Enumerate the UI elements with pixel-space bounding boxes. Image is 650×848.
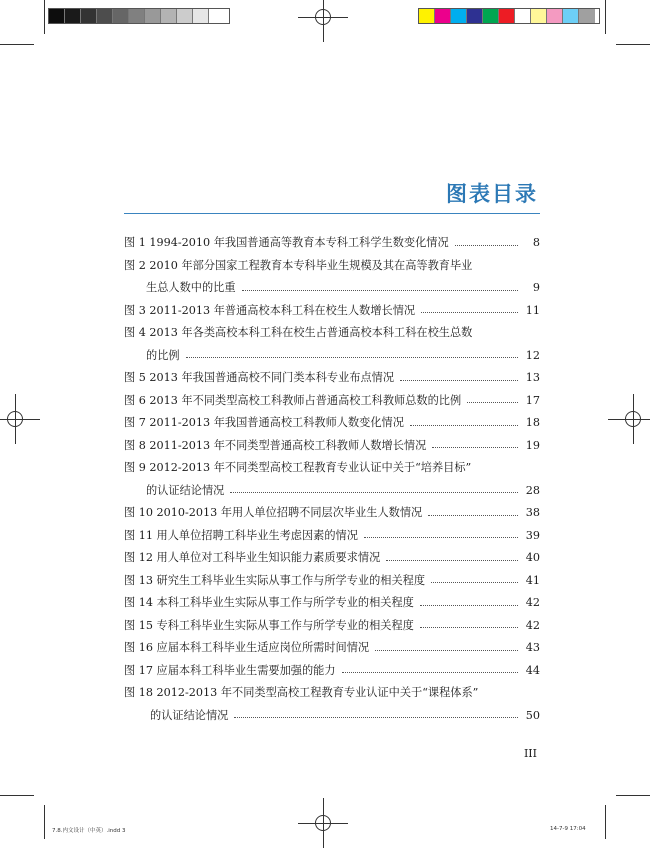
figure-title: 图 13 研究生工科毕业生实际从事工作与所学专业的相关程度 bbox=[124, 573, 426, 587]
figure-title-continuation: 的认证结论情况 bbox=[150, 708, 229, 722]
figure-entry[interactable] bbox=[124, 682, 540, 727]
grayscale-swatch bbox=[129, 9, 145, 23]
color-swatch bbox=[499, 9, 515, 23]
crop-mark bbox=[44, 0, 45, 34]
crop-mark bbox=[0, 795, 34, 796]
dot-leader bbox=[242, 290, 518, 291]
grayscale-swatch bbox=[193, 9, 209, 23]
figure-entry[interactable] bbox=[124, 255, 540, 300]
figure-entry[interactable] bbox=[124, 300, 540, 323]
color-swatch bbox=[483, 9, 499, 23]
figure-title: 图 9 2012-2013 年不同类型高校工程教育专业认证中关于“培养目标” bbox=[124, 461, 472, 474]
dot-leader bbox=[420, 605, 518, 606]
dot-leader bbox=[364, 537, 518, 538]
dot-leader bbox=[375, 650, 518, 651]
color-swatch bbox=[419, 9, 435, 23]
color-swatch bbox=[515, 9, 531, 23]
figure-title: 图 1 1994-2010 年我国普通高等教育本专科工科学生数变化情况 bbox=[124, 236, 449, 249]
figure-title: 图 18 2012-2013 年不同类型高校工程教育专业认证中关于“课程体系” bbox=[124, 686, 479, 699]
dot-leader bbox=[186, 357, 518, 358]
figure-title: 图 12 用人单位对工科毕业生知识能力素质要求情况 bbox=[124, 551, 381, 564]
color-swatch bbox=[451, 9, 467, 23]
title-rule bbox=[124, 213, 540, 214]
figure-entry[interactable] bbox=[124, 367, 540, 390]
crop-mark bbox=[605, 0, 606, 34]
dot-leader bbox=[432, 447, 518, 448]
figure-entry[interactable] bbox=[124, 232, 540, 255]
page-ref: 11 bbox=[525, 303, 540, 317]
page-ref: 39 bbox=[525, 528, 540, 542]
figure-entry[interactable] bbox=[124, 592, 540, 615]
figure-entry[interactable] bbox=[124, 322, 540, 367]
slug-left: 7.8.内文设计（中英）.indd 3 bbox=[52, 828, 126, 834]
dot-leader bbox=[420, 627, 518, 628]
page-ref: 40 bbox=[525, 551, 540, 564]
figure-title-continuation: 的比例 bbox=[146, 348, 180, 362]
dot-leader bbox=[230, 492, 518, 493]
page-ref: 41 bbox=[525, 573, 540, 587]
figure-entry[interactable] bbox=[124, 547, 540, 570]
grayscale-bar bbox=[48, 8, 230, 24]
figure-entry[interactable] bbox=[124, 502, 540, 525]
page-ref: 50 bbox=[525, 708, 540, 722]
registration-mark-top bbox=[312, 6, 334, 28]
page-ref: 17 bbox=[525, 393, 540, 407]
crop-mark bbox=[605, 805, 606, 839]
grayscale-swatch bbox=[145, 9, 161, 23]
figure-title: 图 4 2013 年各类高校本科工科在校生占普通高校本科工科在校生总数 bbox=[124, 326, 473, 339]
figure-list bbox=[124, 232, 540, 727]
color-swatch bbox=[563, 9, 579, 23]
figure-title: 图 2 2010 年部分国家工程教育本专科毕业生规模及其在高等教育毕业 bbox=[124, 258, 473, 272]
grayscale-swatch bbox=[209, 9, 225, 23]
grayscale-swatch bbox=[161, 9, 177, 23]
page-ref: 44 bbox=[525, 663, 540, 677]
dot-leader bbox=[428, 515, 518, 516]
figure-title: 图 10 2010-2013 年用人单位招聘不同层次毕业生人数情况 bbox=[124, 506, 423, 519]
page-ref: 43 bbox=[525, 641, 540, 654]
figure-title: 图 3 2011-2013 年普通高校本科工科在校生人数增长情况 bbox=[124, 303, 416, 317]
registration-mark-left bbox=[4, 408, 26, 430]
figure-entry[interactable] bbox=[124, 660, 540, 683]
page-ref: 19 bbox=[525, 438, 540, 452]
figure-title: 图 14 本科工科毕业生实际从事工作与所学专业的相关程度 bbox=[124, 596, 414, 609]
figure-entry[interactable] bbox=[124, 390, 540, 413]
color-swatch bbox=[579, 9, 595, 23]
registration-mark-right bbox=[622, 408, 644, 430]
figure-entry[interactable] bbox=[124, 412, 540, 435]
figure-entry[interactable] bbox=[124, 637, 540, 660]
dot-leader bbox=[431, 582, 518, 583]
figure-entry[interactable] bbox=[124, 525, 540, 548]
crop-mark bbox=[0, 44, 34, 45]
figure-title-continuation: 的认证结论情况 bbox=[146, 483, 225, 497]
figure-title: 图 6 2013 年不同类型高校工科教师占普通高校工科教师总数的比例 bbox=[124, 393, 462, 407]
dot-leader bbox=[467, 402, 518, 403]
grayscale-swatch bbox=[113, 9, 129, 23]
figure-title: 图 11 用人单位招聘工科毕业生考虑因素的情况 bbox=[124, 528, 358, 542]
dot-leader bbox=[342, 672, 518, 673]
slug-right: 14-7-9 17:04 bbox=[550, 826, 586, 832]
crop-mark bbox=[44, 805, 45, 839]
page-ref: 12 bbox=[525, 348, 540, 362]
figure-entry[interactable] bbox=[124, 615, 540, 638]
page-number: III bbox=[523, 747, 537, 760]
color-swatch bbox=[531, 9, 547, 23]
page-ref: 42 bbox=[525, 618, 540, 632]
figure-title: 图 16 应届本科工科毕业生适应岗位所需时间情况 bbox=[124, 641, 370, 654]
registration-mark-bottom bbox=[312, 812, 334, 834]
figure-title: 图 5 2013 年我国普通高校不同门类本科专业布点情况 bbox=[124, 371, 395, 384]
page-ref: 9 bbox=[532, 281, 540, 294]
figure-title: 图 8 2011-2013 年不同类型普通高校工科教师人数增长情况 bbox=[124, 438, 427, 452]
figure-entry[interactable] bbox=[124, 570, 540, 593]
figure-entry[interactable] bbox=[124, 435, 540, 458]
figure-entry[interactable] bbox=[124, 457, 540, 502]
figure-title: 图 17 应届本科工科毕业生需要加强的能力 bbox=[124, 663, 336, 677]
page-ref: 28 bbox=[525, 483, 540, 497]
color-bar bbox=[418, 8, 600, 24]
page-ref: 18 bbox=[525, 416, 540, 429]
grayscale-swatch bbox=[49, 9, 65, 23]
figure-title: 图 7 2011-2013 年我国普通高校工科教师人数变化情况 bbox=[124, 416, 404, 429]
page-ref: 38 bbox=[525, 506, 540, 519]
crop-mark bbox=[616, 44, 650, 45]
grayscale-swatch bbox=[65, 9, 81, 23]
crop-mark bbox=[616, 795, 650, 796]
grayscale-swatch bbox=[81, 9, 97, 23]
grayscale-swatch bbox=[177, 9, 193, 23]
dot-leader bbox=[400, 380, 518, 381]
page-ref: 13 bbox=[525, 371, 540, 384]
color-swatch bbox=[547, 9, 563, 23]
grayscale-swatch bbox=[97, 9, 113, 23]
dot-leader bbox=[386, 560, 518, 561]
figure-title: 图 15 专科工科毕业生实际从事工作与所学专业的相关程度 bbox=[124, 618, 414, 632]
color-swatch bbox=[435, 9, 451, 23]
page-title: 图表目录 bbox=[446, 181, 538, 206]
dot-leader bbox=[410, 425, 518, 426]
page-ref: 42 bbox=[525, 596, 540, 609]
page-ref: 8 bbox=[532, 236, 540, 249]
dot-leader bbox=[421, 312, 518, 313]
figure-title-continuation: 生总人数中的比重 bbox=[146, 281, 236, 294]
dot-leader bbox=[234, 717, 518, 718]
dot-leader bbox=[455, 245, 518, 246]
color-swatch bbox=[467, 9, 483, 23]
